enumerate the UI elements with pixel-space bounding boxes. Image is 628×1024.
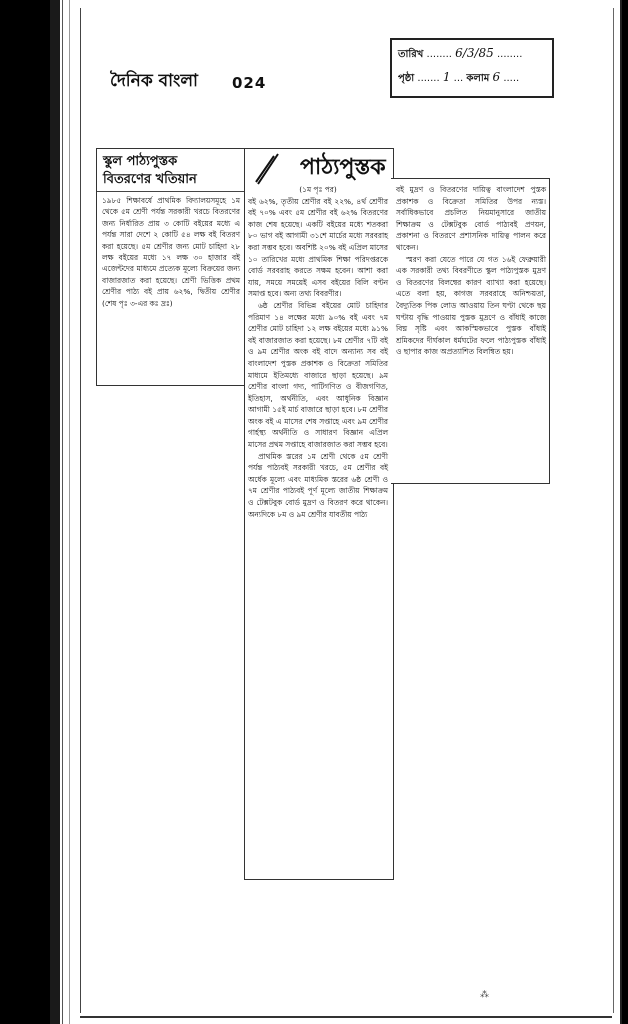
- main-col1-para: ৬ষ্ঠ শ্রেণীর বিভিন্ন বইয়ের মোট চাহিদার পরিমাণ ১৪ লক্ষের মধ্যে ৯০% বই এবং ৭ম শ্রেণীর মোট চাহিদা ১২ লক্ষ বইয়ের মধ্যে ৯১% বই বাজারজাত করা হয়েছে। ৮ম শ্রেণীর ৭টি বই ও ৯ম শ্রেণীর অংক বই বাদে অন্যান্য সব বই বাংলাদেশ পুস্তক প্রকাশক ও বিক্রেতা সমিতির মাধ্যমে ইতিমধ্যে বাজারে ছাড়া হয়েছে। ৯ম শ্রেণীর বাংলা গদ্য, পাটিগণিত ও বীজগণিত, ইতিহাস, অর্থনীতি, এবং আধুনিক বিজ্ঞান আগামী ১৫ই মার্চ বাজারে ছাড়া হবে। ৮ম শ্রেণীর অংক বই এ মাসের শেষ সপ্তাহে এবং ৯ম শ্রেণীর গার্হস্থ্য অর্থনীতি ও সাধারণ বিজ্ঞান এপ্রিল মাসের প্রথম সপ্তাহে বাজারজাত করা সম্ভব হবে।: [248, 300, 388, 450]
- main-article-column-1: [248, 184, 388, 520]
- side-headline-line1: স্কুল পাঠ্যপুস্তক: [103, 154, 178, 169]
- stamp-date-label: তারিখ: [398, 49, 424, 60]
- scan-smudge: ⁂: [480, 990, 489, 1000]
- side-article-body: [97, 192, 245, 312]
- main-article-headline: পাঠ্যপুস্তক: [300, 155, 386, 180]
- stamp-date-row: তারিখ ........ 6/3/85 ........: [398, 46, 523, 60]
- side-article-continuation: (শেষ পৃঃ ৩-এর কঃ দ্রঃ): [102, 298, 173, 308]
- scan-left-edge: [0, 0, 80, 1024]
- headline-brush-icon: [252, 152, 282, 186]
- continued-from-label: (১ম পৃঃ পর): [299, 185, 337, 194]
- side-article-text: ১৯৮৫ শিক্ষাবর্ষে প্রাথমিক বিদ্যালয়সমূহে ১ম থেকে ৫ম শ্রেণী পর্যন্ত সরকারী খরচে বিতরণের জন্য নির্ধারিত প্রায় ৩ কোটি বইয়ের মধ্যে এ পর্যন্ত সারা দেশে ২ কোটি ৫৪ লক্ষ বই বিতরণ করা হয়েছে। ৫ম শ্রেণীর জন্য মোট চাহিদা ২৮ লক্ষ বইয়ের মধ্যে ১৭ লক্ষ ৩০ হাজার বই এজেন্টদের মাধ্যমে প্রত্যেক মূল্যে বিক্রয়ের জন্য বাজারজাত করা হয়েছে। শ্রেণী ভিত্তিক প্রথম শ্রেণীর পাঠ্য বই প্রায় ৬২%, দ্বিতীয় শ্রেণীর: [102, 196, 240, 297]
- date-stamp-box: [390, 38, 554, 98]
- main-col2-para: বই মুদ্রণ ও বিতরণের দায়িত্ব বাংলাদেশ পুস্তক প্রকাশক ও বিক্রেতা সমিতির উপর ন্যস্ত। সর্বাধিকভাবে প্রচলিত নিয়মানুসারে জাতীয় শিক্ষাক্রম ও টেক্সটবুক বোর্ড পাঠ্যবই প্রণয়ন, প্রকাশনা ও বিতরণে প্রশাসনিক দায়িত্ব পালন করে থাকেন।: [396, 185, 546, 252]
- main-col1-para: প্রাথমিক স্তরের ১ম শ্রেণী থেকে ৫ম শ্রেণী পর্যন্ত পাঠ্যবই সরকারী খরচে, ৫ম শ্রেণীর বই অর্ধেক মূল্যে এবং মাধ্যমিক স্তরের ৬ষ্ঠ শ্রেণী ও ৭ম শ্রেণীর পাঠ্যবই পূর্ণ মূল্যে জাতীয় শিক্ষাক্রম ও টেক্সটবুক বোর্ড মুদ্রণ ও বিতরণ করে থাকেন। অন্যদিকে ৮ম ও ৯ম শ্রেণীর যাবতীয় পাঠ্য: [248, 451, 388, 519]
- stamp-column-label: কলাম: [466, 73, 490, 84]
- stamp-date-value: 6/3/85: [455, 46, 494, 60]
- stamp-column-value: 6: [492, 70, 501, 84]
- stamp-page-value: 1: [442, 70, 451, 84]
- scan-right-edge: [614, 0, 628, 1024]
- main-article-column-2: [396, 184, 546, 358]
- main-col2-para: স্মরণ করা যেতে পারে যে গত ১৬ই ফেব্রুয়ারী এক সরকারী তথ্য বিবরণীতে স্কুল পাঠ্যপুস্তক মুদ্রণ ও বিতরণের বিলম্বের কারণ ব্যাখ্যা করা হয়েছে। এতে বলা হয়, কাগজ সরবরাহে অনিশ্চয়তা, বৈদ্যুতিক পিক লোড আওয়ায় তিন ঘণ্টা থেকে ছয় ঘণ্টায় বৃদ্ধি পাওয়ায় পুস্তক মুদ্রণে ও বাঁধাই কাজে বিঘ্ন সৃষ্টি এবং আকস্মিকভাবে পুস্তক বাঁধাই শ্রমিকদের দীর্ঘকাল ধর্মঘটের ফলে পাঠ্যপুস্তক বাঁধাই ও ছাপার কাজ অপ্রত্যাশিত বিলম্বিত হয়।: [396, 254, 546, 357]
- side-article-clipping: [96, 148, 246, 386]
- stamp-page-label: পৃষ্ঠা: [398, 73, 415, 84]
- page-code: 024: [232, 74, 267, 92]
- sheet-bottom-edge: [80, 1016, 612, 1018]
- side-article-headline: [97, 149, 245, 192]
- main-col1-para: বই ৬২%, তৃতীয় শ্রেণীর বই ২২%, ৪র্থ শ্রেণীর বই ৭০% এবং ৫ম শ্রেণীর বই ৬২% বিতরণের কাজ শেষ হয়েছে। একটি বইয়ের মধ্যে শতকরা ৮০ ভাগ বই আগামী ৩১শে মার্চের মধ্যে সরবরাহ করা সম্ভব হবে। অবশিষ্ট ২০% বই এপ্রিল মাসের ১০ তারিখের মধ্যে প্রাথমিক শিক্ষা পরিদপ্তরকে বোর্ড সরবরাহ করতে সক্ষম হবেন। আশা করা যায়, সময়ে সময়েই এসব বইয়ের বিলি বণ্টন সমাপ্ত হবে। অন্য তথ্য বিবরণীর।: [248, 196, 388, 299]
- side-headline-line2: বিতরণের খতিয়ান: [103, 172, 197, 187]
- stamp-page-row: পৃষ্ঠা ....... 1 ... কলাম 6 .....: [398, 70, 520, 84]
- newspaper-name: দৈনিক বাংলা: [110, 71, 198, 91]
